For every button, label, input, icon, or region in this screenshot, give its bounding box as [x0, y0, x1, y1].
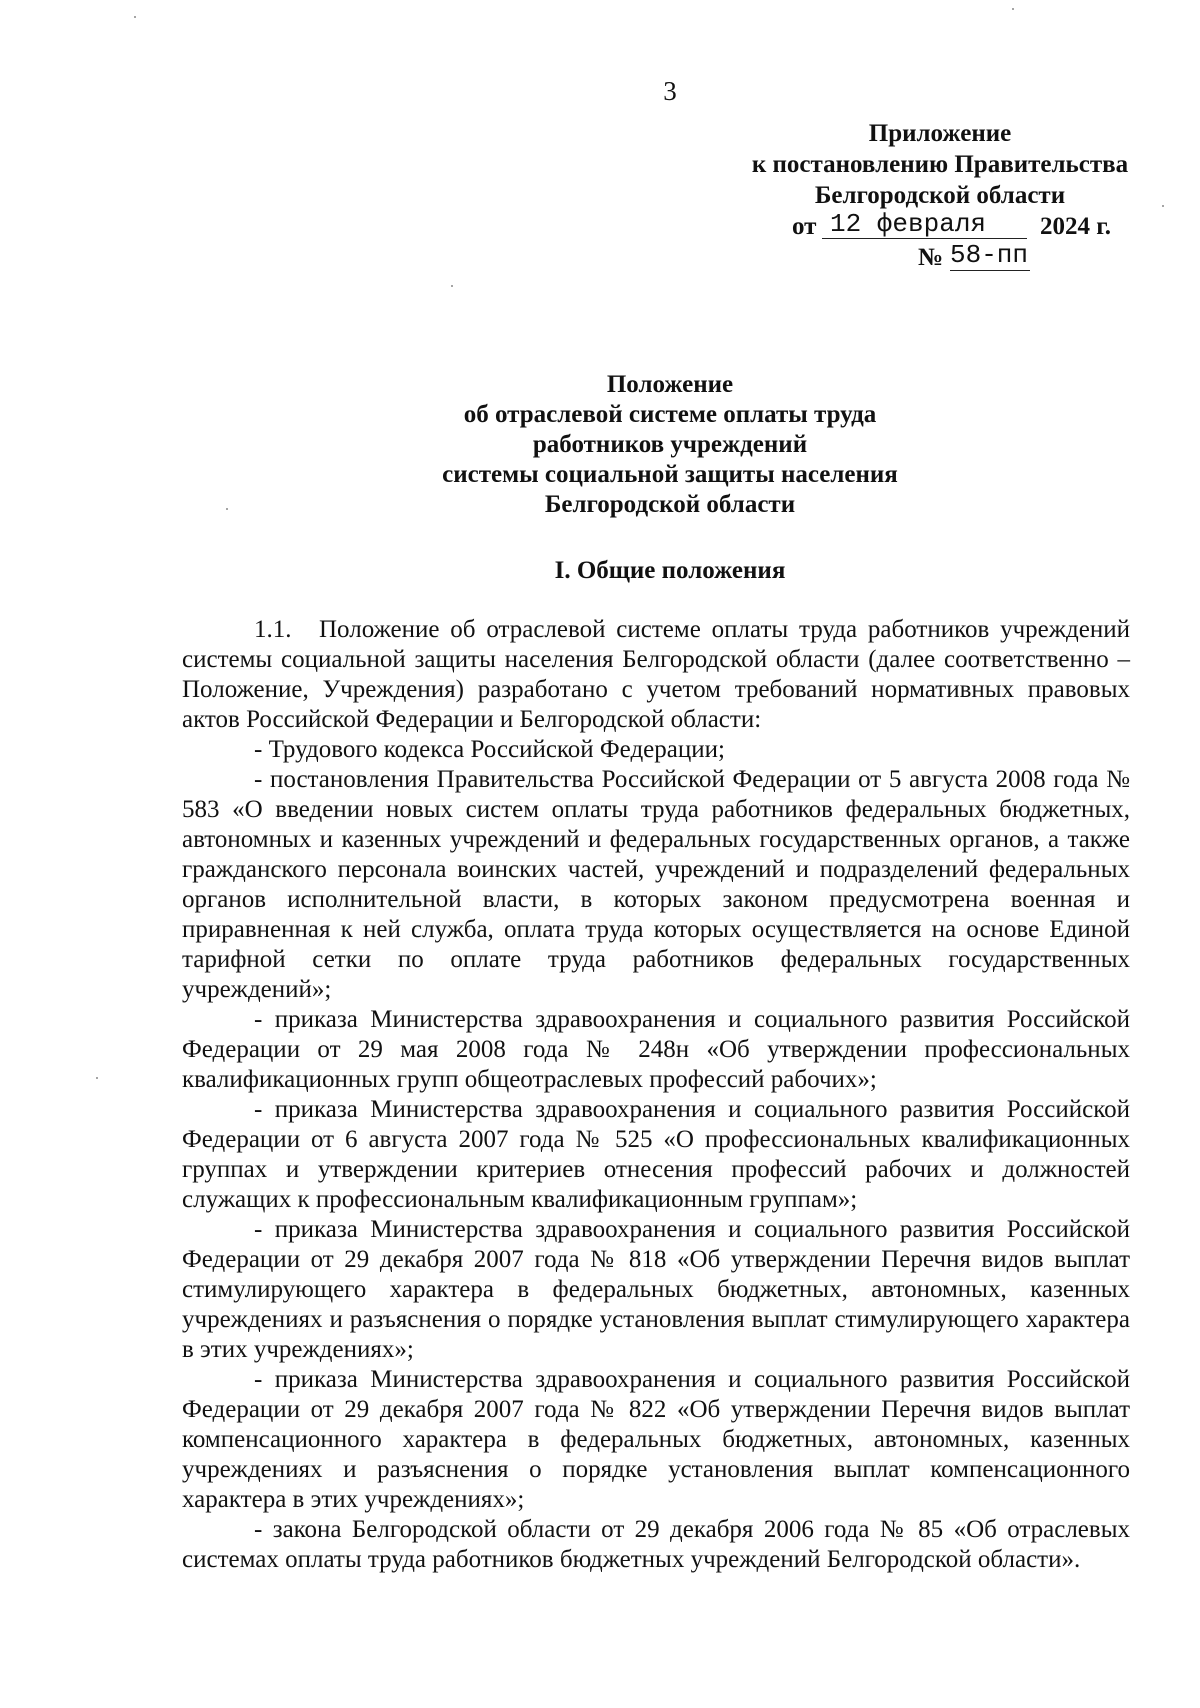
number-prefix: № — [918, 244, 944, 271]
number-handwritten: 58-пп — [950, 240, 1029, 270]
list-item: - приказа Министерства здравоохранения и социального развития Российской Федерации от 29 мая 2008 года № 248н «Об утверждении профессиональных квалификационных групп общеотраслевых профессий рабочих»; — [182, 1006, 1130, 1093]
title-line-3: работников учреждений — [532, 431, 808, 458]
list-item: - приказа Министерства здравоохранения и социального развития Российской Федерации от 6 августа 2007 года № 525 «О профессиональных квалификационных группах и утверждении критериев отнесения профессий рабочих и должностей служащих к профессиональным квалификационным группам»; — [182, 1096, 1130, 1213]
scan-speck — [451, 285, 453, 287]
scan-speck — [1012, 8, 1014, 10]
appendix-number-row — [740, 242, 1140, 273]
title-line-4: системы социальной защиты населения — [442, 461, 898, 488]
scan-speck — [96, 1077, 98, 1079]
list-item: - приказа Министерства здравоохранения и социального развития Российской Федерации от 29 декабря 2007 года № 822 «Об утверждении Перечня видов выплат компенсационного характера в федеральных бюджетных, автономных, казенных учреждениях и разъяснения о порядке установления выплат компенсационного характера в этих учреждениях»; — [182, 1366, 1130, 1513]
list-item: - приказа Министерства здравоохранения и социального развития Российской Федерации от 29 декабря 2007 года № 818 «Об утверждении Перечня видов выплат стимулирующего характера в федеральных бюджетных, автономных, казенных учреждениях и разъяснения о порядке установления выплат стимулирующего характера в этих учреждениях»; — [182, 1216, 1130, 1363]
appendix-date-row — [740, 211, 1140, 242]
paragraph-1-1 — [182, 615, 1130, 735]
paragraph-text: Положение об отраслевой системе оплаты труда работников учреждений системы социальной защиты населения Белгородской области (далее соответственно – Положение, Учреждения) разработано с учетом требований нормативных правовых актов Российской Федерации и Белгородской области: — [182, 616, 1130, 733]
list-item: - Трудового кодекса Российской Федерации; — [254, 736, 725, 763]
appendix-region: Белгородской области — [814, 182, 1066, 209]
date-prefix: от — [792, 213, 817, 240]
section-heading: I. Общие положения — [554, 557, 786, 584]
date-year: 2024 г. — [1040, 213, 1112, 240]
scan-speck — [226, 508, 228, 510]
scan-speck — [134, 16, 136, 18]
title-line-5: Белгородской области — [544, 491, 796, 518]
date-handwritten: 12 февраля — [822, 209, 1027, 239]
list-item: - закона Белгородской области от 29 декабря 2006 года № 85 «Об отраслевых системах оплаты труда работников бюджетных учреждений Белгородской области». — [182, 1516, 1130, 1573]
body-text — [182, 615, 1130, 1575]
page-number: 3 — [663, 76, 677, 106]
paragraph-number: 1.1. — [254, 616, 292, 643]
document-title — [180, 370, 1160, 520]
appendix-title: Приложение — [868, 120, 1012, 147]
appendix-reference: к постановлению Правительства — [751, 151, 1129, 178]
scan-speck — [1162, 205, 1164, 207]
appendix-header — [740, 118, 1140, 273]
title-line-2: об отраслевой системе оплаты труда — [463, 401, 877, 428]
title-line-1: Положение — [606, 371, 734, 398]
list-item: - постановления Правительства Российской Федерации от 5 августа 2008 года № 583 «О введении новых систем оплаты труда работников федеральных бюджетных, автономных и казенных учреждений и федеральных государственных органов, а также гражданского персонала воинских частей, учреждений и подразделений федеральных органов исполнительной власти, в которых законом предусмотрена военная и приравненная к ней служба, оплата труда которых осуществляется на основе Единой тарифной сетки по оплате труда работников федеральных государственных учреждений»; — [182, 766, 1130, 1003]
